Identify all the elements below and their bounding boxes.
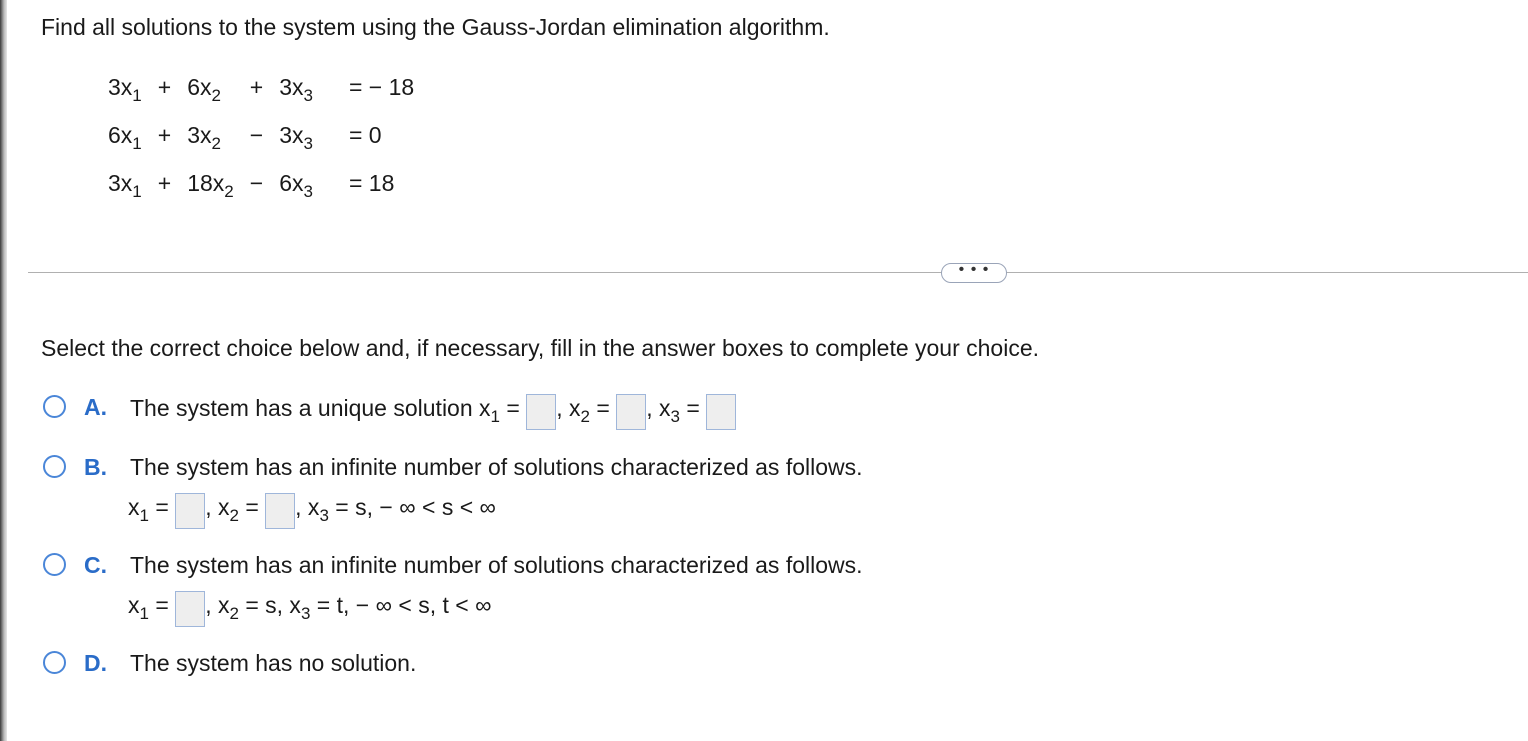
radio-b[interactable] [43, 455, 66, 478]
equation-row-3: $3x_1$ + $18x_2$ − $6x_3$ = 18 [108, 170, 395, 201]
choice-d-letter: D. [84, 650, 107, 676]
answer-box-a-x2[interactable] [616, 394, 646, 430]
choice-b-formula: $x_1$ = , $x_2$ = , $x_3 = s$, − ∞ < s < ∞ [128, 493, 496, 529]
equation-system [100, 74, 414, 218]
choice-c-letter: C. [84, 552, 107, 578]
question-text: Find all solutions to the system using the Gauss-Jordan elimination algorithm. [41, 14, 830, 40]
radio-c[interactable] [43, 553, 66, 576]
choice-d-text: The system has no solution. [130, 650, 417, 676]
answer-box-a-x3[interactable] [706, 394, 736, 430]
radio-a[interactable] [43, 395, 66, 418]
instruction-text: Select the correct choice below and, if necessary, fill in the answer boxes to complete your choice. [41, 335, 1040, 361]
choice-c-text: The system has an infinite number of solutions characterized as follows. [130, 552, 863, 578]
more-options-button[interactable]: • • • [941, 263, 1007, 283]
answer-box-b-x2[interactable] [265, 493, 295, 529]
window-edge [0, 0, 7, 741]
choice-b-text: The system has an infinite number of solutions characterized as follows. [130, 454, 863, 480]
answer-box-a-x1[interactable] [526, 394, 556, 430]
choice-c-formula: $x_1$ = , $x_2 = s$, $x_3 = t$, − ∞ < s, t < ∞ [128, 591, 492, 627]
answer-box-c-x1[interactable] [175, 591, 205, 627]
equation-row-2: $6x_1$ + $3x_2$ − $3x_3$ = 0 [108, 122, 382, 153]
radio-d[interactable] [43, 651, 66, 674]
equation-row-1: $3x_1$ + $6x_2$ + $3x_3$ = − 18 [108, 74, 415, 105]
choice-b-letter: B. [84, 454, 107, 480]
choice-a-letter: A. [84, 394, 107, 420]
choice-a-text: The system has a unique solution $x_1$ = , $x_2$ = , $x_3$ = [130, 394, 736, 430]
answer-box-b-x1[interactable] [175, 493, 205, 529]
section-divider [28, 272, 1528, 273]
